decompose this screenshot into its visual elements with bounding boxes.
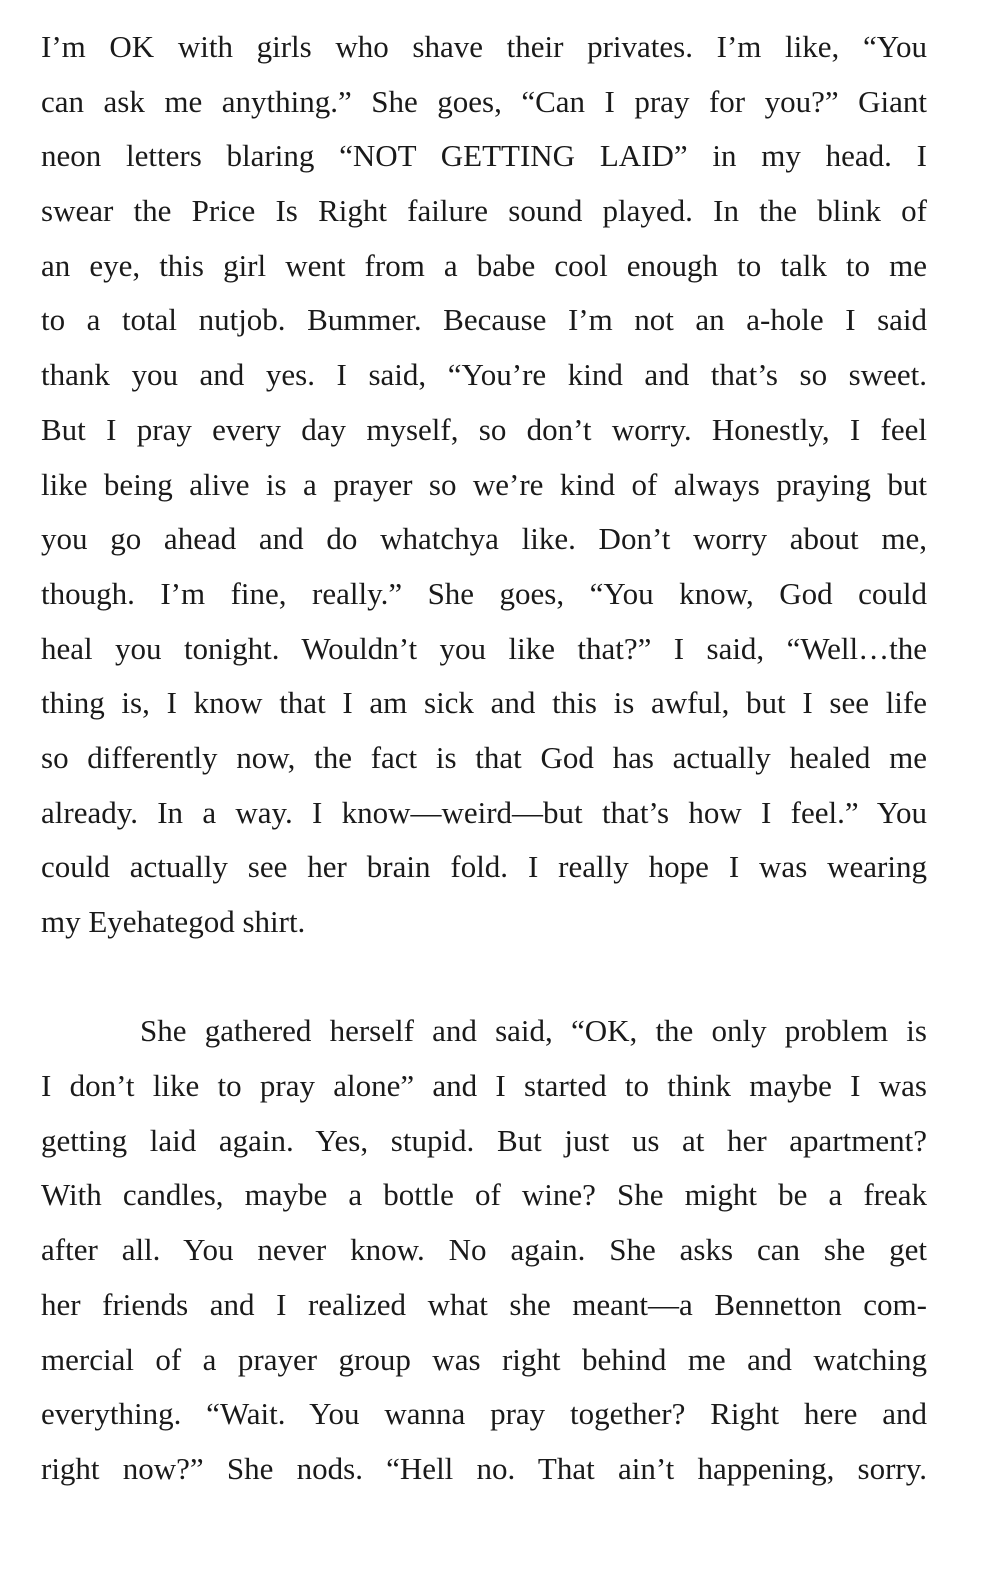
text-line: so differently now, the fact is that God has actually healed me [41,739,927,775]
text-line: With candles, maybe a bottle of wine? She might be a freak [41,1177,927,1213]
text-line: my Eyehategod shirt. [41,904,306,939]
paragraph-break [41,950,927,1005]
text-line: swear the Price Is Right failure sound played. In the blink of [41,193,927,229]
text-line: right now?” She nods. “Hell no. That ain’t happening, sorry. [41,1450,927,1486]
text-line: I don’t like to pray alone” and I started to think maybe I was [41,1068,927,1104]
text-line: thank you and yes. I said, “You’re kind and that’s so sweet. [41,357,927,393]
text-line: already. In a way. I know—weird—but that’s how I feel.” You [41,794,927,830]
text-line: to a total nutjob. Bummer. Because I’m not an a-hole I said [41,302,927,338]
text-line: everything. “Wait. You wanna pray together? Right here and [41,1396,927,1432]
text-line: an eye, this girl went from a babe cool enough to talk to me [41,247,927,283]
text-line: I’m OK with girls who shave their privates. I’m like, “You [41,29,927,64]
text-line: But I pray every day myself, so don’t worry. Honestly, I feel [41,411,927,447]
text-line: you go ahead and do whatchya like. Don’t worry about me, [41,521,927,557]
text-line: her friends and I realized what she meant—a Bennetton com- [41,1286,927,1322]
text-line: She gathered herself and said, “OK, the only problem is [140,1013,927,1049]
text-line [41,1497,927,1552]
text-line: after all. You never know. No again. She asks can she get [41,1232,927,1268]
text-line: neon letters blaring “NOT GETTING LAID” in my head. I [41,138,927,174]
text-line: can ask me anything.” She goes, “Can I pray for you?” Giant [41,83,927,119]
paragraph-1 [41,20,927,950]
text-line: thing is, I know that I am sick and this is awful, but I see life [41,685,927,721]
text-line: like being alive is a prayer so we’re kind of always praying but [41,466,927,502]
text-line: heal you tonight. Wouldn’t you like that?” I said, “Well…the [41,630,927,666]
paragraph-2 [41,1004,927,1551]
book-page [41,20,927,1551]
text-line: could actually see her brain fold. I really hope I was wearing [41,849,927,885]
text-line: getting laid again. Yes, stupid. But just us at her apartment? [41,1122,927,1158]
text-line: though. I’m fine, really.” She goes, “You know, God could [41,575,927,611]
text-line: mercial of a prayer group was right behind me and watching [41,1341,927,1377]
